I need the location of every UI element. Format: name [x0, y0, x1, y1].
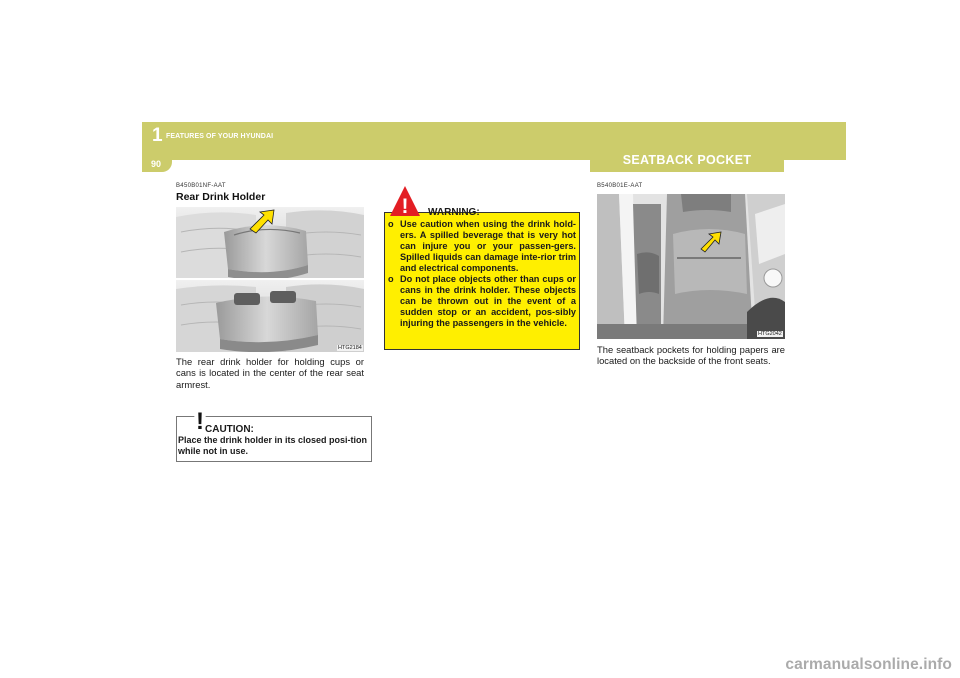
svg-text:!: ! [401, 195, 409, 216]
photo-code: HTG2042 [758, 331, 782, 337]
rear-drink-holder-photo [176, 207, 364, 352]
page-number: 90 [151, 159, 162, 169]
section-title: SEATBACK POCKET [622, 153, 752, 167]
warning-item [388, 274, 576, 329]
svg-text:!: ! [196, 408, 204, 433]
warning-title: WARNING: [428, 207, 480, 218]
caution-title: CAUTION: [205, 424, 254, 435]
watermark: carmanualsonline.info [785, 656, 952, 673]
warning-triangle-icon [390, 186, 420, 216]
caution-text: Place the drink holder in its closed posi-tion while not in use. [178, 435, 368, 456]
bullet: o [388, 219, 394, 229]
warning-list [388, 219, 576, 329]
body-text: The seatback pockets for holding papers are located on the backside of the front seats. [597, 344, 785, 367]
chapter-number: 1 [152, 125, 163, 146]
seatback-pocket-photo [597, 194, 785, 339]
chapter-title: FEATURES OF YOUR HYUNDAI [166, 133, 274, 140]
warning-item [388, 219, 576, 274]
photo-code: HTG2184 [338, 345, 362, 351]
warning-item-text: Do not place objects other than cups or cans in the drink holder. These objects can be thrown out in the event of a sudden stop or an accident, pos-sibly injuring the passengers in the vehicle. [400, 274, 576, 328]
section-heading: Rear Drink Holder [176, 191, 266, 203]
body-text: The rear drink holder for holding cups or cans is located in the center of the rear seat armrest. [176, 356, 364, 390]
section-code: B540B01E-AAT [597, 183, 643, 189]
rear-drink-holder-illustration [176, 207, 364, 352]
warning-item-text: Use caution when using the drink hold-ers. A spilled beverage that is very hot can injure you or your passen-gers. Spilled liquids can damage inte-rior trim and electrical components. [400, 219, 576, 273]
bullet: o [388, 274, 394, 284]
seatback-pocket-illustration [597, 194, 785, 339]
section-code: B450B01NF-AAT [176, 183, 226, 189]
